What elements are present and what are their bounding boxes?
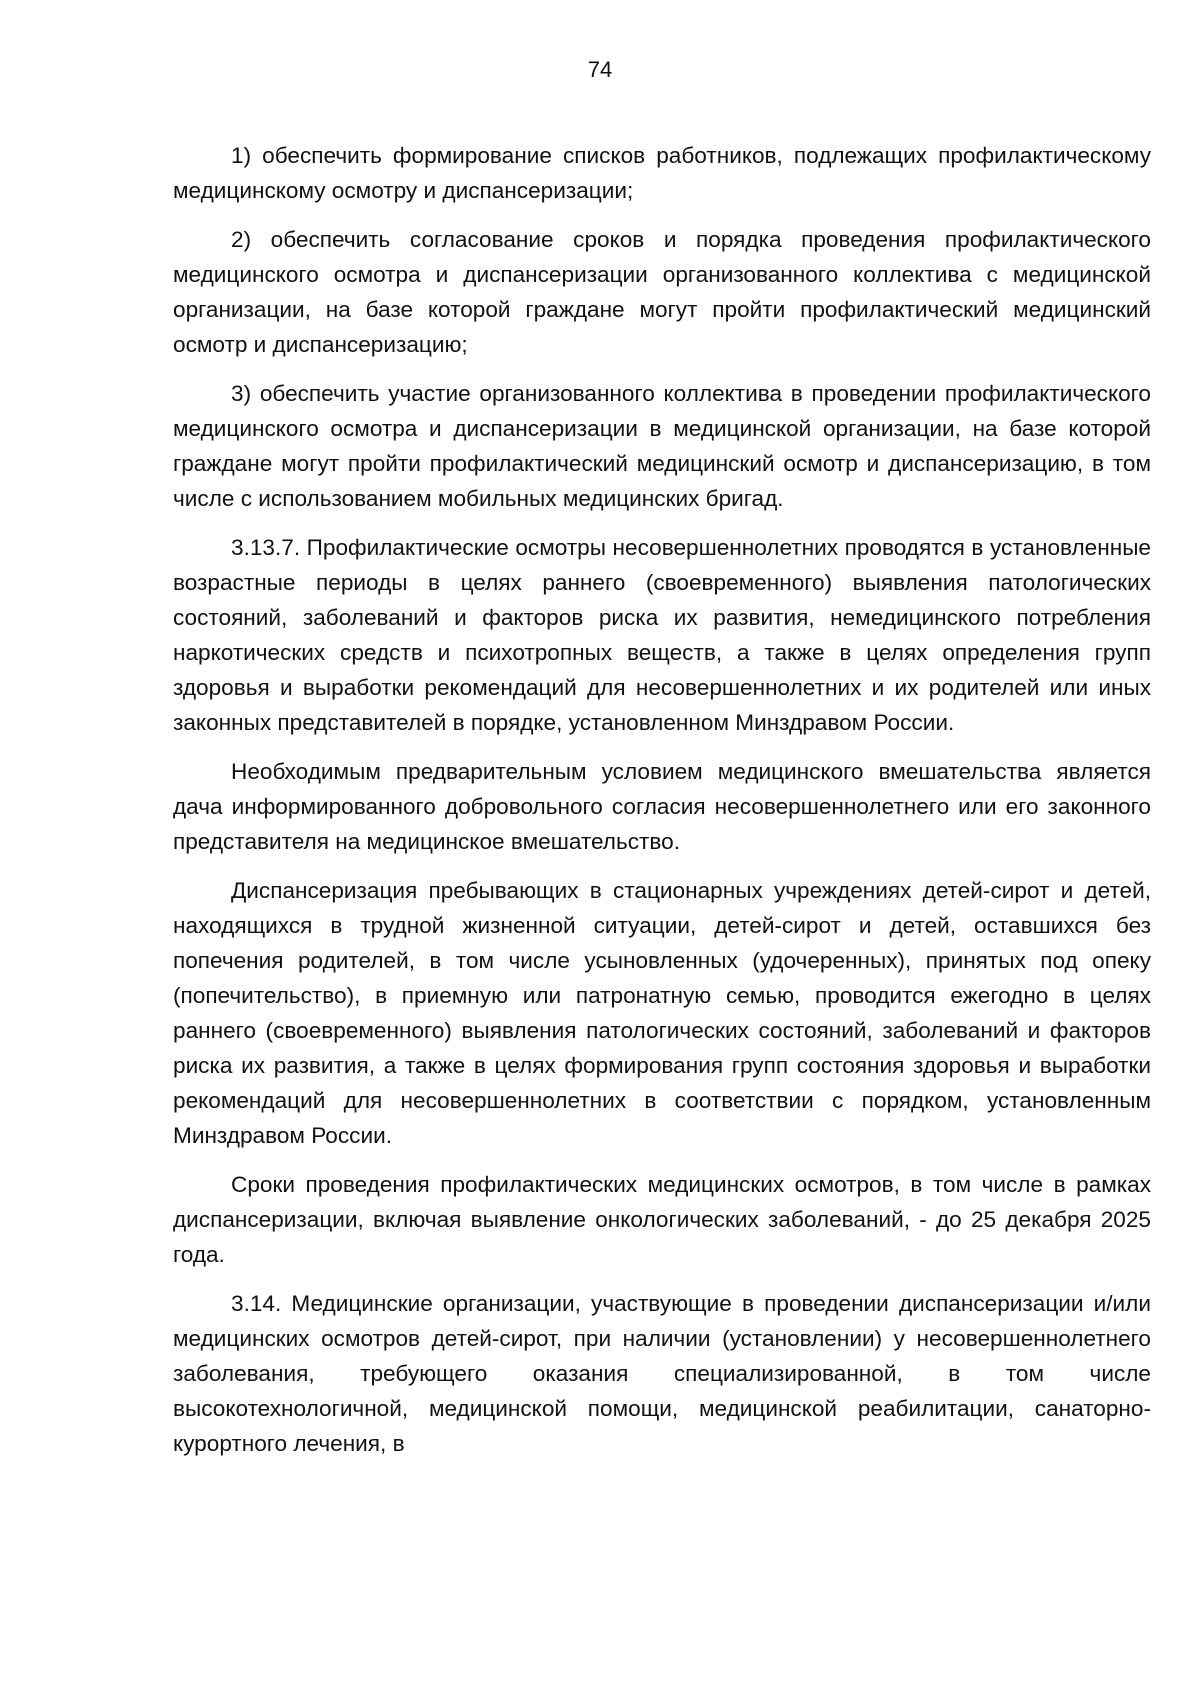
page-number: 74 — [587, 57, 613, 82]
paragraph-consent: Необходимым предварительным условием медицинского вмешательства является дача информированного добровольного согласия несовершеннолетнего или его законного представителя на медицинское вмешательство. — [173, 759, 1151, 854]
paragraph-item-2: 2) обеспечить согласование сроков и порядка проведения профилактического медицинского осмотра и диспансеризации организованного коллектива с медицинской организации, на базе которой граждане могут пройти профилактический медицинский осмотр и диспансеризацию; — [173, 227, 1151, 357]
paragraph-dispensary-orphans: Диспансеризация пребывающих в стационарных учреждениях детей-сирот и детей, находящихся в трудной жизненной ситуации, детей-сирот и детей, оставшихся без попечения родителей, в том числе усыновленных (удочеренных), принятых под опеку (попечительство), в приемную или патронатную семью, проводится ежегодно в целях раннего (своевременного) выявления патологических состояний, заболеваний и факторов риска их развития, а также в целях формирования групп состояния здоровья и выработки рекомендаций для несовершеннолетних в соответствии с порядком, установленным Минздравом России. — [173, 878, 1151, 1148]
paragraph-deadlines: Сроки проведения профилактических медицинских осмотров, в том числе в рамках диспансеризации, включая выявление онкологических заболеваний, - до 25 декабря 2025 года. — [173, 1172, 1151, 1267]
paragraph-item-1: 1) обеспечить формирование списков работников, подлежащих профилактическому медицинскому осмотру и диспансеризации; — [173, 143, 1151, 203]
paragraph-3-13-7: 3.13.7. Профилактические осмотры несовершеннолетних проводятся в установленные возрастные периоды в целях раннего (своевременного) выявления патологических состояний, заболеваний и факторов риска их развития, немедицинского потребления наркотических средств и психотропных веществ, а также в целях определения групп здоровья и выработки рекомендаций для несовершеннолетних и их родителей или иных законных представителей в порядке, установленном Минздравом России. — [173, 535, 1151, 735]
paragraph-item-3: 3) обеспечить участие организованного коллектива в проведении профилактического медицинского осмотра и диспансеризации в медицинской организации, на базе которой граждане могут пройти профилактический медицинский осмотр и диспансеризацию, в том числе с использованием мобильных медицинских бригад. — [173, 381, 1151, 511]
document-body — [173, 138, 1151, 1461]
paragraph-3-14: 3.14. Медицинские организации, участвующие в проведении диспансеризации и/или медицинских осмотров детей-сирот, при наличии (установлении) у несовершеннолетнего заболевания, требующего оказания специализированной, в том числе высокотехнологичной, медицинской помощи, медицинской реабилитации, санаторно-курортного лечения, в — [173, 1291, 1151, 1456]
